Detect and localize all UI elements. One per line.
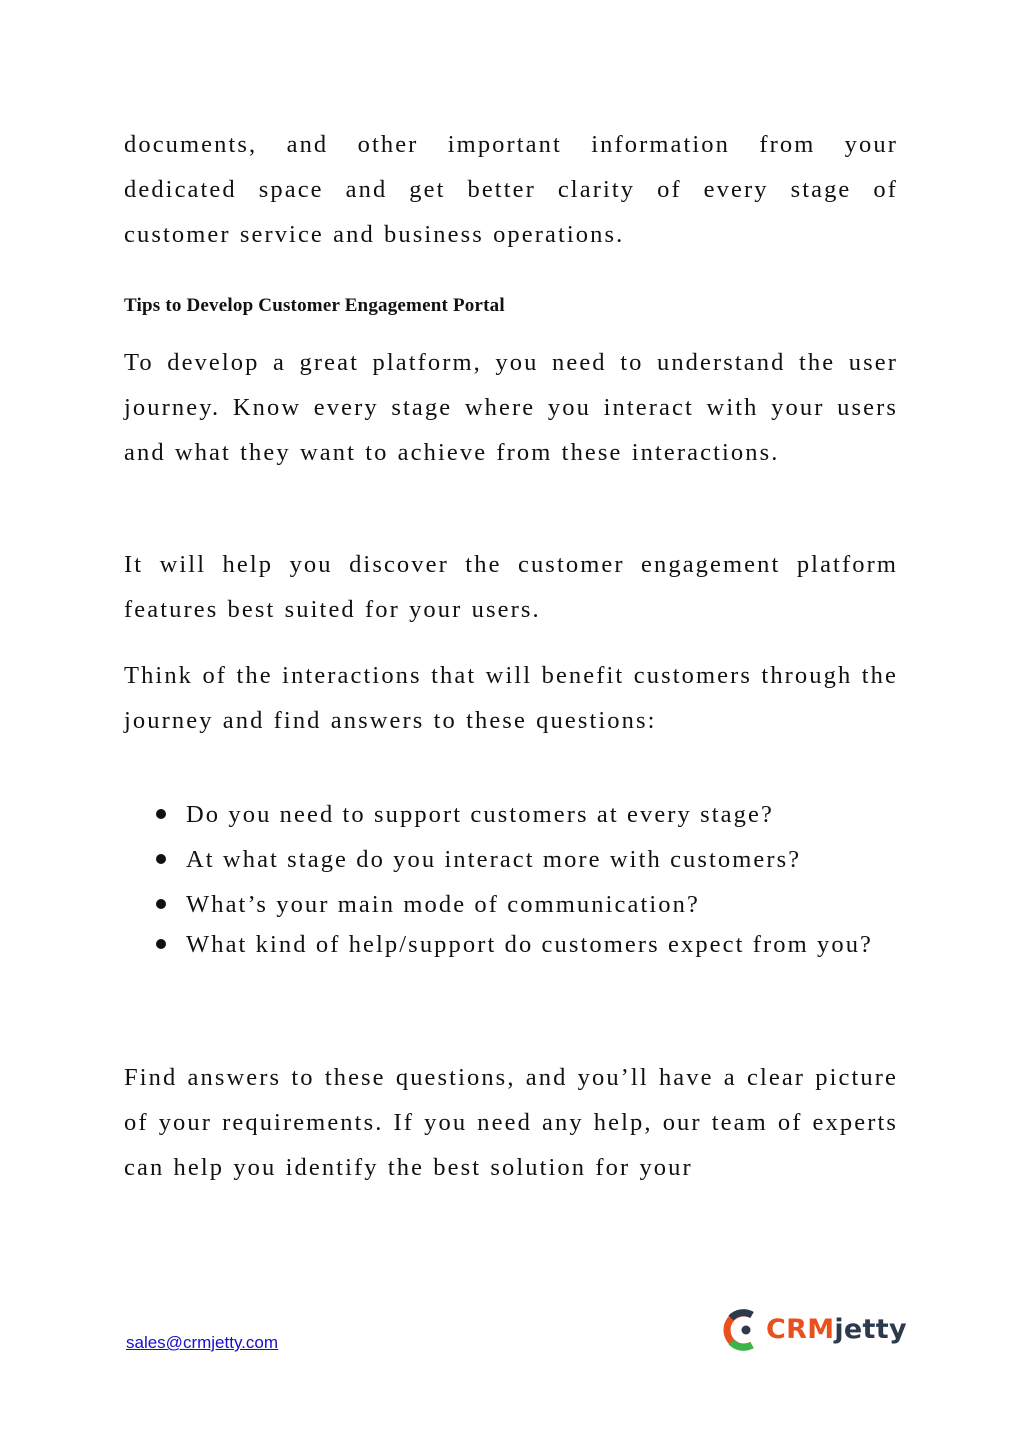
bullet-dot-icon (156, 809, 166, 819)
paragraph-intro: documents, and other important information from your dedicated space and get better clarity of every stage of customer service and business operations. (124, 131, 898, 248)
paragraph-think-interactions: Think of the interactions that will benefit customers through the journey and find answers to these questions: (124, 662, 898, 734)
bullet-dot-icon (156, 899, 166, 909)
logo-crm-text: CRM (766, 1314, 835, 1345)
list-item (124, 837, 898, 882)
list-item (124, 882, 898, 922)
bullet-dot-icon (156, 939, 166, 949)
crmjetty-logo (722, 1306, 907, 1354)
logo-wordmark (766, 1306, 907, 1354)
logo-jetty-text: jetty (834, 1314, 907, 1345)
paragraph-find-answers: Find answers to these questions, and you’ll have a clear picture of your requirements. If you need any help, our team of experts can help you identify the best solution for your (124, 1064, 898, 1181)
email-link[interactable]: sales@crmjetty.com (126, 1333, 279, 1352)
list-item-text: At what stage do you interact more with customers? (186, 846, 802, 873)
bullet-dot-icon (156, 854, 166, 864)
list-item (124, 792, 898, 837)
questions-list (124, 792, 898, 967)
crmjetty-logo-mark-icon (722, 1308, 762, 1352)
list-item-text: Do you need to support customers at every stage? (186, 801, 774, 828)
paragraph-discover-features: It will help you discover the customer engagement platform features best suited for your users. (124, 551, 898, 623)
section-heading: Tips to Develop Customer Engagement Portal (124, 295, 505, 316)
paragraph-user-journey: To develop a great platform, you need to understand the user journey. Know every stage where you interact with your users and what they want to achieve from these interactions. (124, 349, 898, 466)
list-item-text: What’s your main mode of communication? (186, 891, 700, 918)
list-item (124, 922, 906, 967)
list-item-text: What kind of help/support do customers expect from you? (186, 931, 874, 958)
